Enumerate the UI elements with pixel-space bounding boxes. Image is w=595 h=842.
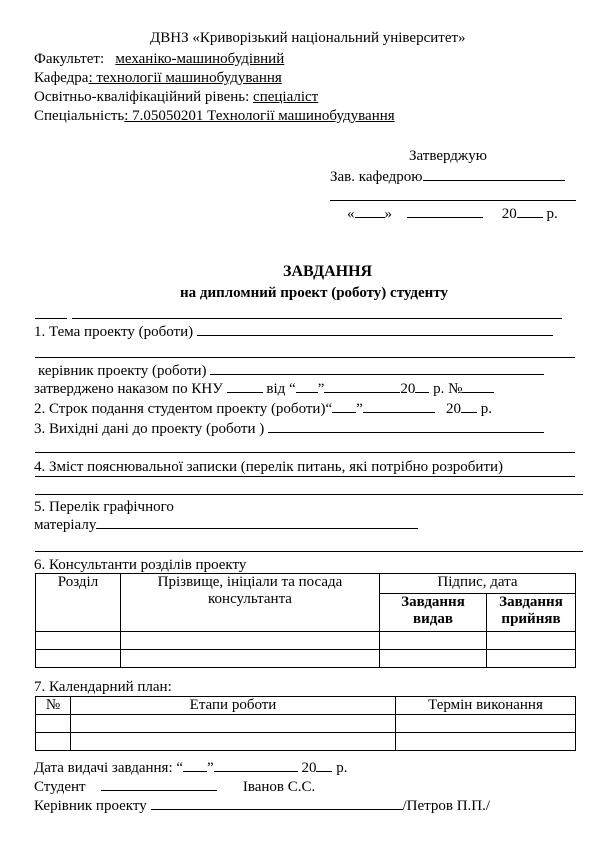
consultants-label: 6. Консультанти розділів проекту	[34, 557, 247, 573]
approved-no: р. №	[433, 381, 463, 397]
student-prefix-line	[35, 318, 67, 319]
table-cell[interactable]	[36, 715, 71, 733]
col-consultant-name: Прізвище, ініціали та посада консультанта	[121, 574, 380, 632]
col-section: Розділ	[36, 574, 121, 632]
signature-name-line	[330, 200, 576, 201]
approved-no-field[interactable]	[462, 380, 494, 393]
approved-label: затверджено наказом по КНУ	[34, 381, 223, 397]
table-row	[36, 650, 576, 668]
year-field[interactable]	[517, 205, 543, 218]
table-cell[interactable]	[396, 715, 576, 733]
approved-day-field[interactable]	[296, 380, 318, 393]
student-signature-field[interactable]	[101, 778, 217, 791]
topic-line	[34, 323, 553, 341]
level-line	[34, 88, 318, 106]
table-cell[interactable]	[380, 650, 487, 668]
deadline-year: 20	[446, 401, 462, 417]
faculty-line	[34, 50, 284, 68]
student-line	[34, 778, 315, 796]
deadline-month-field[interactable]	[363, 400, 435, 413]
graphics-label-2: матеріалу	[34, 517, 97, 533]
topic-continuation-line	[35, 357, 575, 358]
table-cell[interactable]	[487, 650, 576, 668]
issue-year: 20	[301, 760, 317, 776]
supervisor-name: /Петров П.П./	[402, 798, 491, 814]
supervisor-sign-line	[34, 797, 490, 815]
calendar-label: 7. Календарний план:	[34, 679, 172, 695]
table-cell[interactable]	[71, 733, 396, 751]
approved-year-field[interactable]	[415, 380, 429, 393]
department-label: Кафедра	[34, 70, 89, 86]
approved-q1: “	[289, 381, 296, 397]
department-line	[34, 69, 282, 87]
approved-month-field[interactable]	[324, 380, 400, 393]
contents-continuation-line	[35, 494, 583, 495]
approval-date-line	[347, 205, 558, 223]
calendar-table	[35, 696, 576, 751]
date-close: »	[384, 206, 392, 222]
issue-date-label: Дата видачі завдання: “	[34, 760, 184, 776]
issue-day-field[interactable]	[183, 759, 207, 772]
contents-underline	[35, 476, 575, 477]
table-cell[interactable]	[36, 632, 121, 650]
supervisor-line	[38, 362, 544, 380]
year-suffix: р.	[546, 206, 558, 222]
issue-suffix: р.	[336, 760, 348, 776]
input-data-line	[34, 420, 544, 438]
day-field[interactable]	[355, 205, 385, 218]
graphics-continuation-line	[35, 551, 583, 552]
level-value: спеціаліст	[253, 89, 319, 105]
approved-from: від	[266, 381, 286, 397]
faculty-value: механіко-машинобудівний	[115, 51, 285, 67]
issue-year-field[interactable]	[316, 759, 332, 772]
input-data-field[interactable]	[268, 420, 544, 433]
consultants-table	[35, 573, 576, 668]
col-term: Термін виконання	[396, 697, 576, 715]
head-label: Зав. кафедрою	[330, 169, 423, 185]
table-cell[interactable]	[36, 733, 71, 751]
year-prefix: 20	[501, 206, 517, 222]
department-value: : технології машинобудування	[88, 70, 282, 86]
deadline-line	[34, 400, 492, 418]
university-name: ДВНЗ «Криворізький національний університет»	[150, 30, 466, 46]
date-open: «	[347, 206, 355, 222]
graphics-line	[34, 516, 418, 534]
table-cell[interactable]	[396, 733, 576, 751]
specialty-value: : 7.05050201 Технології машинобудування	[124, 108, 395, 124]
deadline-q2: ”	[356, 401, 363, 417]
topic-field[interactable]	[197, 323, 553, 336]
table-row	[36, 632, 576, 650]
document-title: ЗАВДАННЯ	[283, 263, 373, 280]
topic-label: 1. Тема проекту (роботи)	[34, 324, 194, 340]
graphics-field[interactable]	[96, 516, 418, 529]
level-label: Освітньо-кваліфікаційний рівень:	[34, 89, 250, 105]
input-data-continuation-line	[35, 452, 575, 453]
table-row	[36, 733, 576, 751]
approved-line	[34, 380, 494, 398]
table-row	[36, 715, 576, 733]
supervisor-signature-field[interactable]	[151, 797, 403, 810]
col-sign-date: Підпис, дата	[380, 574, 576, 594]
supervisor-field[interactable]	[210, 362, 544, 375]
table-cell[interactable]	[71, 715, 396, 733]
col-issued: Завдання видав	[380, 594, 487, 632]
approved-q2: ”	[317, 381, 325, 397]
student-name-line	[72, 318, 562, 319]
col-accepted: Завдання прийняв	[487, 594, 576, 632]
supervisor-sign-label: Керівник проекту	[34, 798, 147, 814]
col-number: №	[36, 697, 71, 715]
student-name: Іванов С.С.	[242, 779, 316, 795]
order-number-field[interactable]	[227, 380, 263, 393]
specialty-line	[34, 107, 395, 125]
table-cell[interactable]	[121, 632, 380, 650]
specialty-label: Спеціальність	[34, 108, 125, 124]
col-stages: Етапи роботи	[71, 697, 396, 715]
contents-label: 4. Зміст пояснювальної записки (перелік питань, які потрібно розробити)	[34, 459, 504, 475]
input-data-label: 3. Вихідні дані до проекту (роботи )	[34, 421, 265, 437]
deadline-suffix: р.	[480, 401, 493, 417]
faculty-label: Факультет:	[34, 51, 105, 67]
deadline-day-field[interactable]	[332, 400, 356, 413]
table-cell[interactable]	[121, 650, 380, 668]
student-label: Студент	[34, 779, 86, 795]
approve-label: Затверджую	[409, 148, 487, 164]
head-line	[330, 168, 565, 186]
deadline-label: 2. Строк подання студентом проекту (роботи)“	[34, 401, 333, 417]
supervisor-label: керівник проекту (роботи)	[38, 363, 207, 379]
month-field[interactable]	[407, 205, 483, 218]
table-cell[interactable]	[36, 650, 121, 668]
issue-date-line	[34, 759, 347, 777]
table-cell[interactable]	[380, 632, 487, 650]
issue-month-field[interactable]	[214, 759, 298, 772]
deadline-year-field[interactable]	[461, 400, 477, 413]
issue-q2: ”	[207, 760, 214, 776]
document-subtitle: на дипломний проект (роботу) студенту	[180, 285, 448, 301]
graphics-label-1: 5. Перелік графічного	[34, 499, 174, 515]
table-cell[interactable]	[487, 632, 576, 650]
head-signature-field[interactable]	[423, 168, 565, 181]
approved-year: 20	[400, 381, 416, 397]
